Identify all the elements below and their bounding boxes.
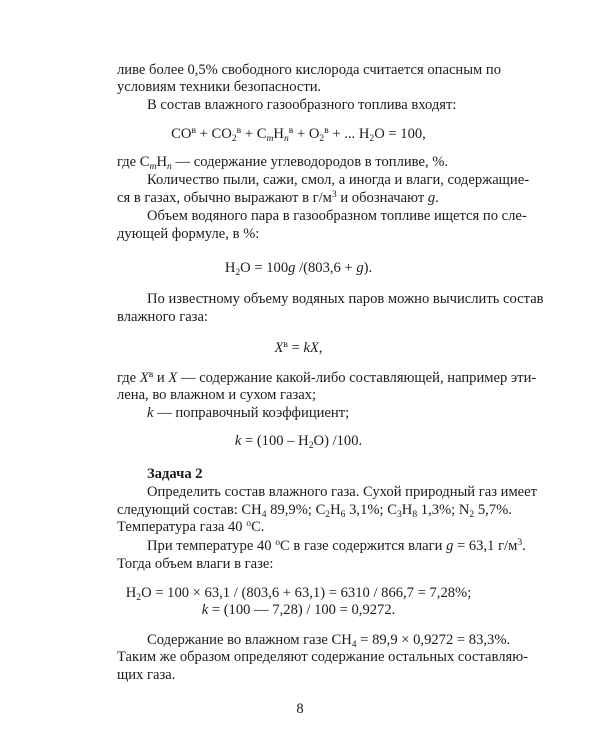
paragraph-line: влажного газа: [117, 309, 208, 325]
formula-line: $X^в$ = kX, [274, 338, 323, 356]
paragraph-line: Содержание во влажном газе $CH_4 = 89,9 \times 0,9272 = 83,3\%$. [147, 632, 511, 651]
page-number: 8 [296, 701, 304, 717]
paragraph-line: ливе более 0,5% свободного кислорода считается опасным по [117, 62, 502, 78]
paragraph-line: Объем водяного пара в газообразном топливе ищется по сле- [147, 208, 527, 224]
paragraph-line: k — поправочный коэффициент; [147, 405, 350, 421]
paragraph-line: где $X^в$ и X — содержание какой-либо составляющей, например эти- [117, 368, 537, 386]
paragraph-line: Количество пыли, сажи, смол, а иногда и влаги, содержащие- [147, 172, 530, 188]
paragraph-line: Таким же образом определяют содержание остальных составляю- [117, 649, 528, 665]
paragraph-line: Температура газа 40 $^о$С. [117, 517, 265, 535]
paragraph-line: Тогда объем влаги в газе: [117, 556, 274, 572]
paragraph-line: щих газа. [117, 667, 176, 683]
paragraph-line: При температуре 40 $^о$С в газе содержится влаги g = 63,1 $г/м^3$. [147, 536, 526, 554]
paragraph-line: условиям техники безопасности. [117, 79, 322, 95]
paragraph-line: дующей формуле, в %: [117, 226, 260, 242]
paragraph-line: По известному объему водяных паров можно вычислить состав [147, 291, 544, 307]
paragraph-line: Определить состав влажного газа. Сухой природный газ имеет [147, 484, 538, 500]
formula-line: $H_2O = 100 \times 63,1 / (803,6 + 63,1) = 6310 / 866,7 = 7,28\%$; [125, 585, 472, 604]
formula-line: $CO^в + CO_2^в + C_mH_n^в + O_2^в$ + ... $H_2O = 100$, [171, 124, 426, 145]
formula-line: k = (100 — 7,28) / 100 = 0,9272. [201, 602, 396, 618]
paragraph-line: следующий состав: $CH_4$ 89,9%; $C_2H_6$ 3,1%; $C_3H_8$ 1,3%; $N_2$ 5,7%. [117, 502, 512, 521]
task-heading: Задача 2 [147, 466, 203, 482]
formula-line: $k = (100 - H_2O)$ /100. [234, 433, 363, 452]
formula-line: $H_2O = 100g$ /(803,6 + g). [224, 260, 373, 279]
paragraph-line: лена, во влажном и сухом газах; [117, 387, 317, 403]
paragraph-line: ся в газах, обычно выражают в $г/м^3$ и обозначают g. [117, 188, 439, 206]
paragraph-line: В состав влажного газообразного топлива входят: [147, 97, 457, 113]
paragraph-line: где $C_mH_n$ — содержание углеводородов в топливе, %. [117, 154, 449, 173]
